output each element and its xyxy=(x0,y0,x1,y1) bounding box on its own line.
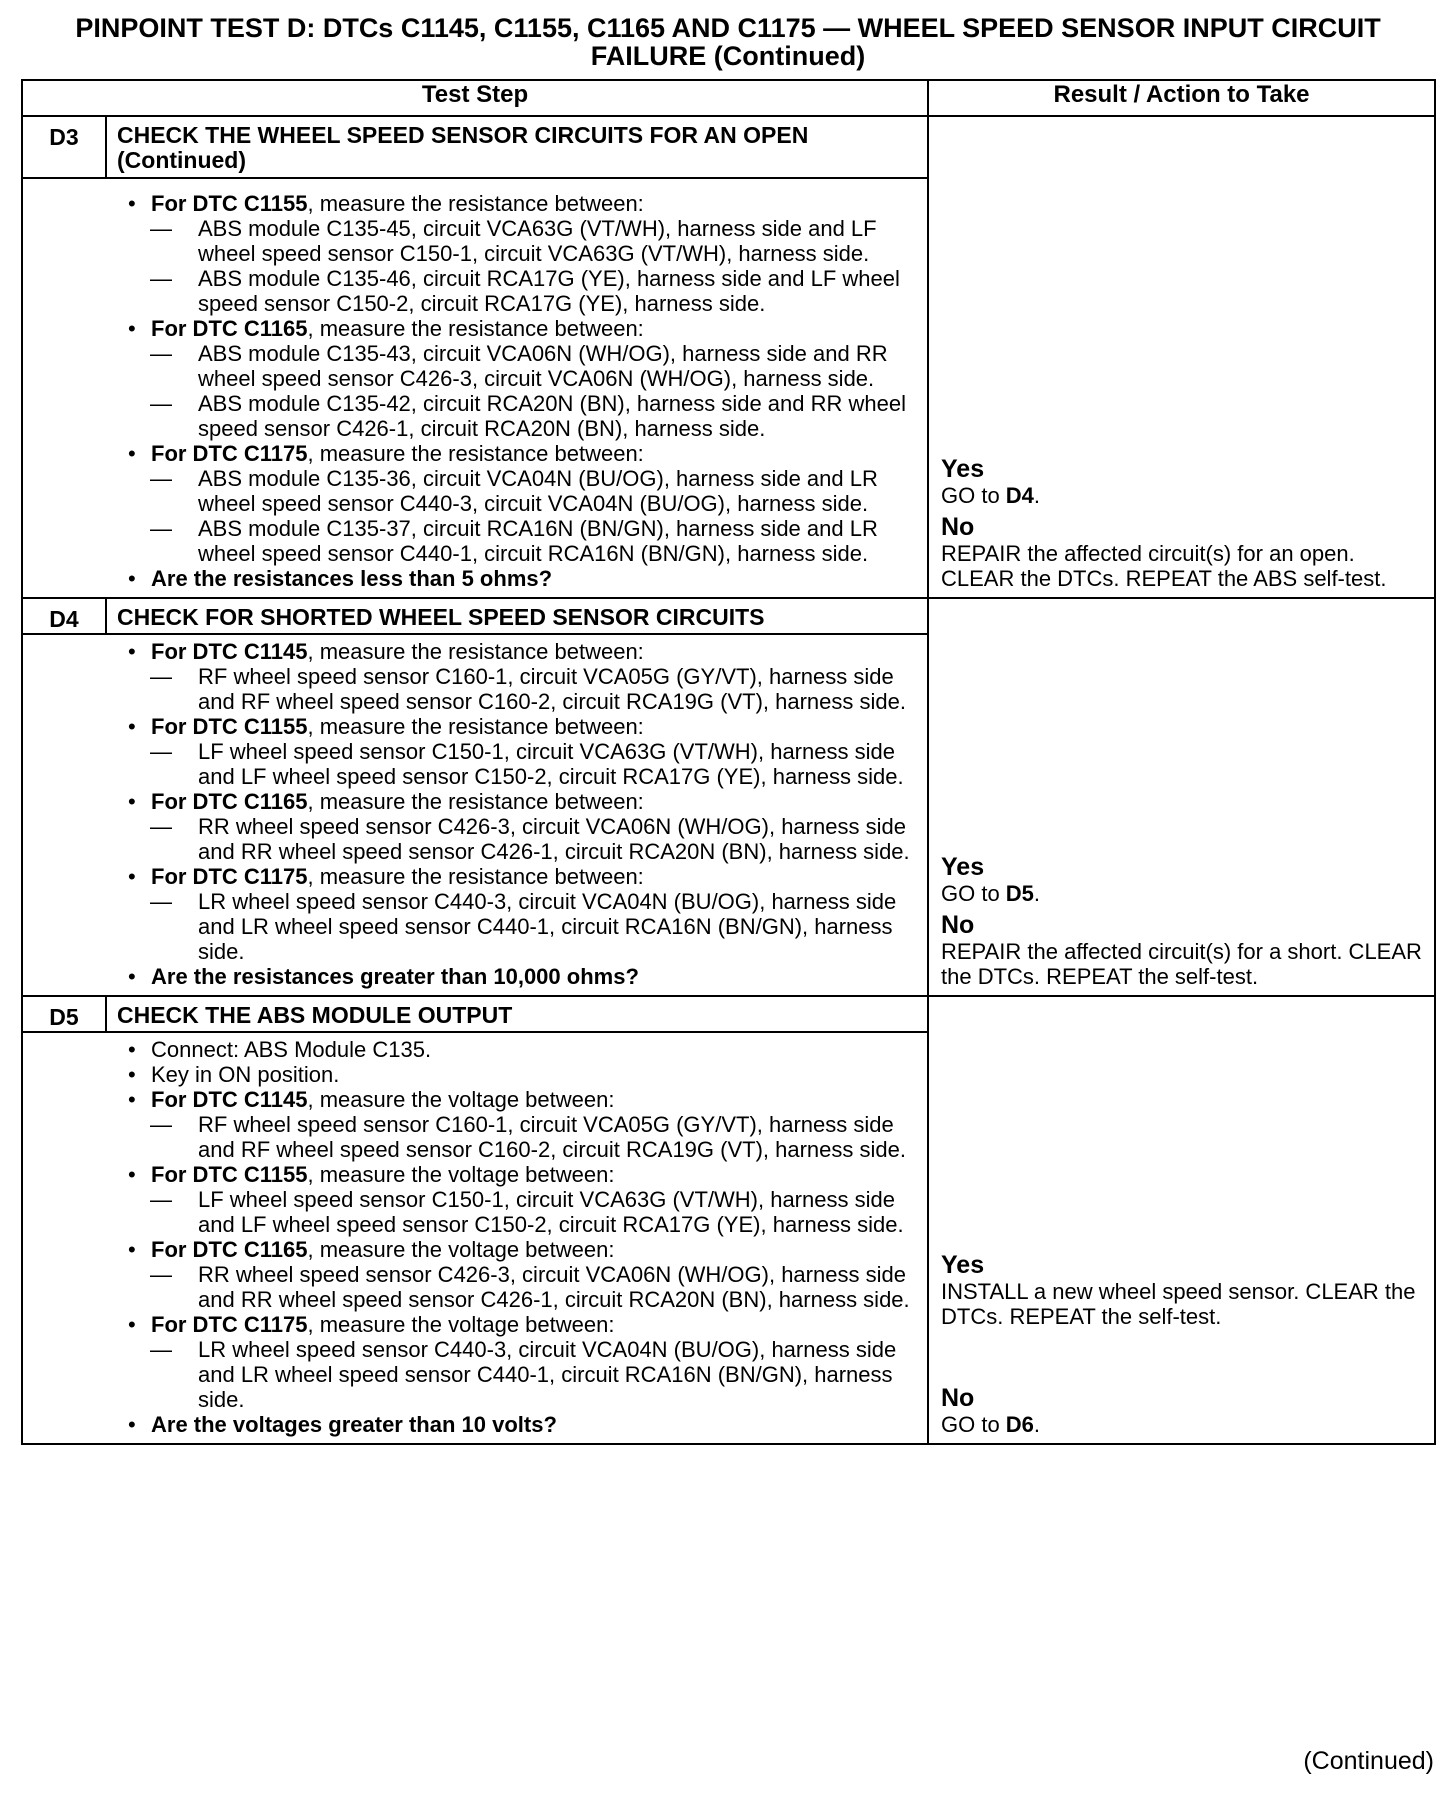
step-title: CHECK FOR SHORTED WHEEL SPEED SENSOR CIRCUITS xyxy=(106,598,928,634)
pinpoint-test-table xyxy=(21,79,1436,1445)
list-item: — RR wheel speed sensor C426-3, circuit VCA06N (WH/OG), harness side and RR wheel speed sensor C426-1, circuit RCA20N (BN), harness side. xyxy=(146,1262,919,1312)
step-id: D3 xyxy=(22,116,106,178)
no-label: No xyxy=(941,1384,975,1412)
no-label: No xyxy=(941,513,975,541)
step-d5-title-row xyxy=(22,996,1435,1032)
list-item: — ABS module C135-36, circuit VCA04N (BU/OG), harness side and LR wheel speed sensor C440-3, circuit VCA04N (BU/OG), harness side. xyxy=(146,466,919,516)
list-item: — LF wheel speed sensor C150-1, circuit VCA63G (VT/WH), harness side and LF wheel speed sensor C150-2, circuit RCA17G (YE), harness side. xyxy=(146,739,919,789)
list-item: • Connect: ABS Module C135. xyxy=(33,1037,919,1062)
no-action: REPAIR the affected circuit(s) for a short. CLEAR the DTCs. REPEAT the self-test. xyxy=(941,939,1422,989)
list-item: • For DTC C1155, measure the resistance between: — LF wheel speed sensor C150-1, circuit VCA63G (VT/WH), harness side and LF wheel speed sensor C150-2, circuit RCA17G (YE), harness side. xyxy=(33,714,919,789)
yes-action: INSTALL a new wheel speed sensor. CLEAR the DTCs. REPEAT the self-test. xyxy=(941,1279,1416,1329)
step-d3-result xyxy=(928,116,1435,598)
list-item: • For DTC C1145, measure the resistance between: — RF wheel speed sensor C160-1, circuit VCA05G (GY/VT), harness side and RF wheel speed sensor C160-2, circuit RCA19G (VT), harness side. xyxy=(33,639,919,714)
step-title: CHECK THE ABS MODULE OUTPUT xyxy=(106,996,928,1032)
goto-link[interactable]: D6 xyxy=(1005,1412,1034,1437)
step-question: • Are the resistances greater than 10,000 ohms? xyxy=(33,964,919,989)
list-item: • For DTC C1175, measure the resistance between: — LR wheel speed sensor C440-3, circuit VCA04N (BU/OG), harness side and LR wheel speed sensor C440-1, circuit RCA16N (BN/GN), harness side. xyxy=(33,864,919,964)
list-item: — ABS module C135-45, circuit VCA63G (VT/WH), harness side and LF wheel speed sensor C150-1, circuit VCA63G (VT/WH), harness side. xyxy=(146,216,919,266)
step-question: • Are the resistances less than 5 ohms? xyxy=(33,566,919,591)
step-d5-result xyxy=(928,996,1435,1444)
list-item: — ABS module C135-42, circuit RCA20N (BN), harness side and RR wheel speed sensor C426-1, circuit RCA20N (BN), harness side. xyxy=(146,391,919,441)
no-label: No xyxy=(941,911,975,939)
list-item: — RF wheel speed sensor C160-1, circuit VCA05G (GY/VT), harness side and RF wheel speed sensor C160-2, circuit RCA19G (VT), harness side. xyxy=(146,664,919,714)
yes-action: GO to D4. xyxy=(941,483,1041,508)
step-d3-title-row xyxy=(22,116,1435,178)
list-item: — RR wheel speed sensor C426-3, circuit VCA06N (WH/OG), harness side and RR wheel speed sensor C426-1, circuit RCA20N (BN), harness side. xyxy=(146,814,919,864)
list-item: • For DTC C1155, measure the voltage between: — LF wheel speed sensor C150-1, circuit VCA63G (VT/WH), harness side and LF wheel speed sensor C150-2, circuit RCA17G (YE), harness side. xyxy=(33,1162,919,1237)
continued-note: (Continued) xyxy=(1303,1747,1434,1775)
list-item: • For DTC C1165, measure the voltage between: — RR wheel speed sensor C426-3, circuit VCA06N (WH/OG), harness side and RR wheel speed sensor C426-1, circuit RCA20N (BN), harness side. xyxy=(33,1237,919,1312)
yes-label: Yes xyxy=(941,853,985,881)
step-d5-content xyxy=(22,1032,928,1444)
yes-label: Yes xyxy=(941,1251,985,1279)
step-d4-content xyxy=(22,634,928,996)
step-title: CHECK THE WHEEL SPEED SENSOR CIRCUITS FOR AN OPEN (Continued) xyxy=(106,116,928,178)
step-question: • Are the voltages greater than 10 volts? xyxy=(33,1412,919,1437)
list-item: • For DTC C1155, measure the resistance between: — ABS module C135-45, circuit VCA63G (VT/WH), harness side and LF wheel speed sensor C150-1, circuit VCA63G (VT/WH), harness side. — ABS module C135-46, circuit RCA17G (YE), harness side and LF wheel speed sensor C150-2, circuit RCA17G (YE), harness side. xyxy=(33,191,919,316)
list-item: — LF wheel speed sensor C150-1, circuit VCA63G (VT/WH), harness side and LF wheel speed sensor C150-2, circuit RCA17G (YE), harness side. xyxy=(146,1187,919,1237)
list-item: • For DTC C1175, measure the voltage between: — LR wheel speed sensor C440-3, circuit VCA04N (BU/OG), harness side and LR wheel speed sensor C440-1, circuit RCA16N (BN/GN), harness side. xyxy=(33,1312,919,1412)
yes-action: GO to D5. xyxy=(941,881,1041,906)
list-item: — ABS module C135-37, circuit RCA16N (BN/GN), harness side and LR wheel speed sensor C440-1, circuit RCA16N (BN/GN), harness side. xyxy=(146,516,919,566)
list-item: — ABS module C135-43, circuit VCA06N (WH/OG), harness side and RR wheel speed sensor C426-3, circuit VCA06N (WH/OG), harness side. xyxy=(146,341,919,391)
no-action: GO to D6. xyxy=(941,1412,1041,1437)
list-item: — RF wheel speed sensor C160-1, circuit VCA05G (GY/VT), harness side and RF wheel speed sensor C160-2, circuit RCA19G (VT), harness side. xyxy=(146,1112,919,1162)
step-d4-result xyxy=(928,598,1435,996)
list-item: • For DTC C1165, measure the resistance between: — RR wheel speed sensor C426-3, circuit VCA06N (WH/OG), harness side and RR wheel speed sensor C426-1, circuit RCA20N (BN), harness side. xyxy=(33,789,919,864)
page-title: PINPOINT TEST D: DTCs C1145, C1155, C1165 AND C1175 — WHEEL SPEED SENSOR INPUT CIRCUIT FAILURE (Continued) xyxy=(75,13,1381,71)
header-result: Result / Action to Take xyxy=(928,80,1435,116)
goto-link[interactable]: D4 xyxy=(1005,483,1034,508)
step-d4-title-row xyxy=(22,598,1435,634)
list-item: — ABS module C135-46, circuit RCA17G (YE), harness side and LF wheel speed sensor C150-2, circuit RCA17G (YE), harness side. xyxy=(146,266,919,316)
list-item: • For DTC C1175, measure the resistance between: — ABS module C135-36, circuit VCA04N (BU/OG), harness side and LR wheel speed sensor C440-3, circuit VCA04N (BU/OG), harness side. — ABS module C135-37, circuit RCA16N (BN/GN), harness side and LR wheel speed sensor C440-1, circuit RCA16N (BN/GN), harness side. xyxy=(33,441,919,566)
step-id: D5 xyxy=(22,996,106,1032)
step-id: D4 xyxy=(22,598,106,634)
header-test-step: Test Step xyxy=(22,80,928,116)
list-item: • For DTC C1145, measure the voltage between: — RF wheel speed sensor C160-1, circuit VCA05G (GY/VT), harness side and RF wheel speed sensor C160-2, circuit RCA19G (VT), harness side. xyxy=(33,1087,919,1162)
list-item: • Key in ON position. xyxy=(33,1062,919,1087)
list-item: — LR wheel speed sensor C440-3, circuit VCA04N (BU/OG), harness side and LR wheel speed sensor C440-1, circuit RCA16N (BN/GN), harness side. xyxy=(146,1337,919,1412)
no-action: REPAIR the affected circuit(s) for an open. CLEAR the DTCs. REPEAT the ABS self-test. xyxy=(941,541,1387,591)
list-item: • For DTC C1165, measure the resistance between: — ABS module C135-43, circuit VCA06N (WH/OG), harness side and RR wheel speed sensor C426-3, circuit VCA06N (WH/OG), harness side. — ABS module C135-42, circuit RCA20N (BN), harness side and RR wheel speed sensor C426-1, circuit RCA20N (BN), harness side. xyxy=(33,316,919,441)
table-header-row xyxy=(22,80,1435,116)
step-d3-content xyxy=(22,178,928,598)
goto-link[interactable]: D5 xyxy=(1005,881,1034,906)
yes-label: Yes xyxy=(941,455,985,483)
list-item: — LR wheel speed sensor C440-3, circuit VCA04N (BU/OG), harness side and LR wheel speed sensor C440-1, circuit RCA16N (BN/GN), harness side. xyxy=(146,889,919,964)
